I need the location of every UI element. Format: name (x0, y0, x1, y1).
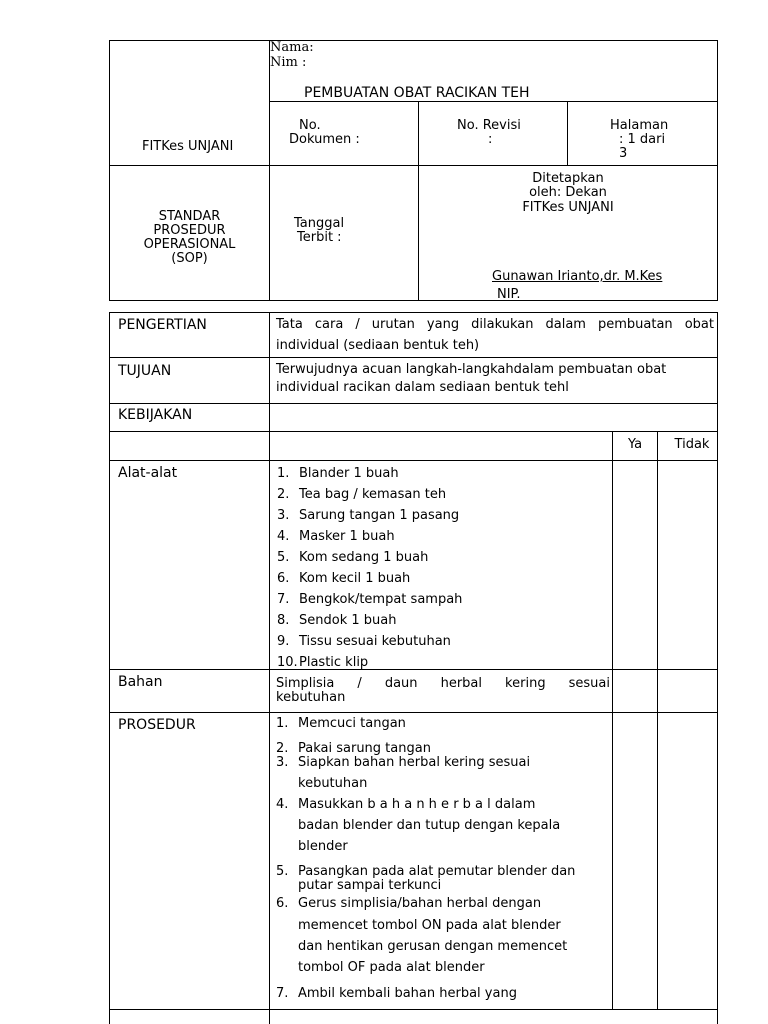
step-text: Memcuci tangan (298, 716, 406, 731)
tidak-header: Tidak (674, 437, 710, 452)
institution-name: FITKes UNJANI (142, 139, 234, 154)
ya-header: Ya (627, 437, 643, 452)
kebijakan-label: KEBIJAKAN (118, 407, 193, 423)
halaman-value: : 1 dari (619, 132, 666, 147)
step-text: memencet tombol ON pada alat blender (298, 918, 561, 933)
bahan-text-1: Simplisia / daun herbal kering sesuai (276, 676, 610, 691)
step-text: dan hentikan gerusan dengan memencet (298, 939, 568, 954)
step-text: Siapkan bahan herbal kering sesuai (298, 755, 531, 770)
ditetapkan-line-3: FITKes UNJANI (522, 200, 614, 215)
step-text: badan blender dan tutup dengan kepala (298, 818, 561, 833)
step-text: putar sampai terkunci (298, 878, 442, 893)
no-dokumen-label: No. (299, 118, 321, 133)
tujuan-text-2: individual racikan dalam sediaan bentuk tehl (276, 380, 569, 395)
step-number: 6. (276, 896, 289, 911)
document-title: PEMBUATAN OBAT RACIKAN TEH (304, 85, 530, 101)
step-text: blender (298, 839, 348, 854)
sop-line-1: STANDAR (158, 209, 221, 224)
no-revisi-colon: : (488, 132, 493, 147)
step-text: Gerus simplisia/bahan herbal dengan (298, 896, 542, 911)
bahan-label: Bahan (118, 674, 163, 690)
sop-line-3: OPERASIONAL (143, 237, 236, 252)
step-text: Ambil kembali bahan herbal yang (298, 986, 517, 1001)
ditetapkan-line-2: oleh: Dekan (529, 185, 607, 200)
no-dokumen-label-2: Dokumen : (289, 132, 360, 147)
signer-name: Gunawan Irianto,dr. M.Kes (492, 269, 663, 284)
step-text: Pasangkan pada alat pemutar blender dan (298, 864, 576, 879)
ditetapkan-line-1: Ditetapkan (532, 171, 604, 186)
step-number: 2. (276, 741, 289, 756)
sop-line-4: (SOP) (171, 251, 208, 266)
nama-label: Nama: (270, 40, 314, 55)
nip-label: NIP. (497, 287, 521, 302)
step-number: 4. (276, 797, 289, 812)
pengertian-text-1: Tata cara / urutan yang dilakukan dalam pembuatan obat (276, 317, 714, 332)
step-text: tombol OF pada alat blender (298, 960, 485, 975)
step-number: 7. (276, 986, 289, 1001)
step-text: Pakai sarung tangan (298, 741, 431, 756)
prosedur-label: PROSEDUR (118, 717, 196, 733)
step-text: Masukkan b a h a n h e r b a l dalam (298, 797, 536, 812)
step-number: 5. (276, 864, 289, 879)
pengertian-text-2: individual (sediaan bentuk teh) (276, 338, 480, 353)
step-number: 1. (276, 716, 289, 731)
sop-line-2: PROSEDUR (153, 223, 226, 238)
tanggal-terbit-label: Tanggal (294, 216, 345, 231)
bahan-text-2: kebutuhan (276, 690, 346, 705)
tujuan-label: TUJUAN (118, 363, 172, 379)
alat-label: Alat-alat (118, 465, 178, 481)
pengertian-label: PENGERTIAN (118, 317, 207, 333)
halaman-label: Halaman (610, 118, 669, 133)
tanggal-terbit-label-2: Terbit : (297, 230, 342, 245)
no-revisi-label: No. Revisi (457, 118, 521, 133)
step-text: kebutuhan (298, 776, 368, 791)
step-number: 3. (276, 755, 289, 770)
tujuan-text-1: Terwujudnya acuan langkah-langkahdalam pembuatan obat (276, 362, 667, 377)
halaman-total: 3 (619, 146, 628, 161)
nim-label: Nim : (270, 55, 307, 70)
